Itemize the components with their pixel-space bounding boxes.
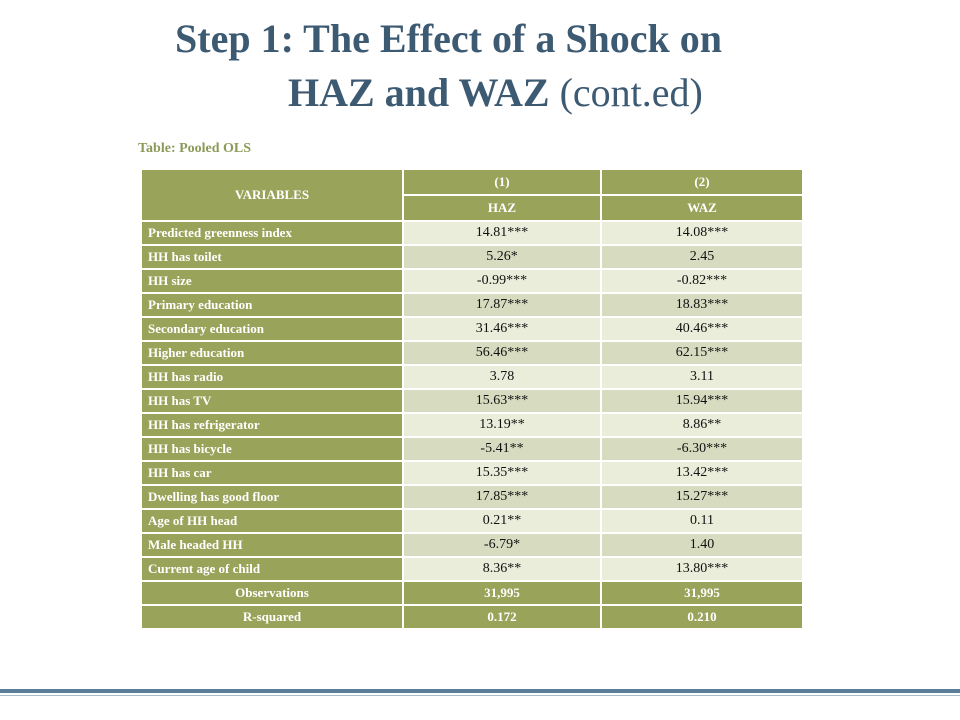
row-label: HH has car: [141, 461, 403, 485]
row-label: Predicted greenness index: [141, 221, 403, 245]
row-value-waz: 62.15***: [601, 341, 803, 365]
row-value-haz: -5.41**: [403, 437, 601, 461]
table-row: [141, 437, 803, 461]
row-label: HH size: [141, 269, 403, 293]
row-value-haz: 31.46***: [403, 317, 601, 341]
table-row: [141, 461, 803, 485]
row-value-haz: -6.79*: [403, 533, 601, 557]
row-label: HH has radio: [141, 365, 403, 389]
row-value-haz: 13.19**: [403, 413, 601, 437]
row-label: HH has toilet: [141, 245, 403, 269]
row-value-waz: 1.40: [601, 533, 803, 557]
row-value-haz: 15.63***: [403, 389, 601, 413]
table-row: [141, 389, 803, 413]
stat-label: Observations: [141, 581, 403, 605]
table-row: [141, 341, 803, 365]
table-body: [141, 221, 803, 581]
row-label: Current age of child: [141, 557, 403, 581]
row-label: Age of HH head: [141, 509, 403, 533]
table-row: [141, 485, 803, 509]
bottom-rule: [0, 689, 960, 693]
table-row: [141, 269, 803, 293]
table-row: [141, 293, 803, 317]
table-caption: Table: Pooled OLS: [138, 141, 252, 156]
row-value-waz: 0.11: [601, 509, 803, 533]
row-value-waz: 14.08***: [601, 221, 803, 245]
row-value-waz: 13.42***: [601, 461, 803, 485]
table-row: [141, 245, 803, 269]
row-label: Male headed HH: [141, 533, 403, 557]
row-value-haz: 15.35***: [403, 461, 601, 485]
row-label: HH has refrigerator: [141, 413, 403, 437]
title-line-1: Step 1: The Effect of a Shock on: [175, 16, 723, 61]
row-label: Dwelling has good floor: [141, 485, 403, 509]
header-col1-number: (1): [403, 169, 601, 195]
table-row: [141, 557, 803, 581]
row-label: HH has TV: [141, 389, 403, 413]
row-value-waz: 2.45: [601, 245, 803, 269]
stats-row: [141, 605, 803, 629]
row-label: Higher education: [141, 341, 403, 365]
row-value-haz: 17.87***: [403, 293, 601, 317]
title-line-2-main: HAZ and WAZ: [288, 70, 550, 115]
row-value-waz: 40.46***: [601, 317, 803, 341]
table-row: [141, 221, 803, 245]
row-value-haz: 0.21**: [403, 509, 601, 533]
stat-value-haz: 31,995: [403, 581, 601, 605]
table-row: [141, 509, 803, 533]
title-line-2: [288, 68, 703, 118]
table-row: [141, 533, 803, 557]
row-value-waz: 8.86**: [601, 413, 803, 437]
stat-label: R-squared: [141, 605, 403, 629]
row-value-haz: -0.99***: [403, 269, 601, 293]
row-value-waz: 15.94***: [601, 389, 803, 413]
row-value-waz: 13.80***: [601, 557, 803, 581]
header-variables: VARIABLES: [141, 169, 403, 221]
regression-table: [140, 168, 804, 630]
row-value-haz: 14.81***: [403, 221, 601, 245]
stats-row: [141, 581, 803, 605]
table-row: [141, 317, 803, 341]
stat-value-waz: 0.210: [601, 605, 803, 629]
row-label: HH has bicycle: [141, 437, 403, 461]
table-row: [141, 413, 803, 437]
row-value-waz: -0.82***: [601, 269, 803, 293]
table-header: [141, 169, 803, 221]
row-label: Primary education: [141, 293, 403, 317]
row-value-haz: 5.26*: [403, 245, 601, 269]
table-row: [141, 365, 803, 389]
row-value-haz: 3.78: [403, 365, 601, 389]
row-value-haz: 17.85***: [403, 485, 601, 509]
stat-value-haz: 0.172: [403, 605, 601, 629]
stat-value-waz: 31,995: [601, 581, 803, 605]
header-col2-name: WAZ: [601, 195, 803, 221]
row-value-waz: 18.83***: [601, 293, 803, 317]
row-value-haz: 56.46***: [403, 341, 601, 365]
title-line-2-paren: (cont.ed): [559, 70, 703, 115]
row-value-waz: 15.27***: [601, 485, 803, 509]
bottom-rule-thin: [0, 695, 960, 696]
header-col1-name: HAZ: [403, 195, 601, 221]
row-value-haz: 8.36**: [403, 557, 601, 581]
row-value-waz: 3.11: [601, 365, 803, 389]
row-value-waz: -6.30***: [601, 437, 803, 461]
table-stats: [141, 581, 803, 629]
row-label: Secondary education: [141, 317, 403, 341]
header-col2-number: (2): [601, 169, 803, 195]
